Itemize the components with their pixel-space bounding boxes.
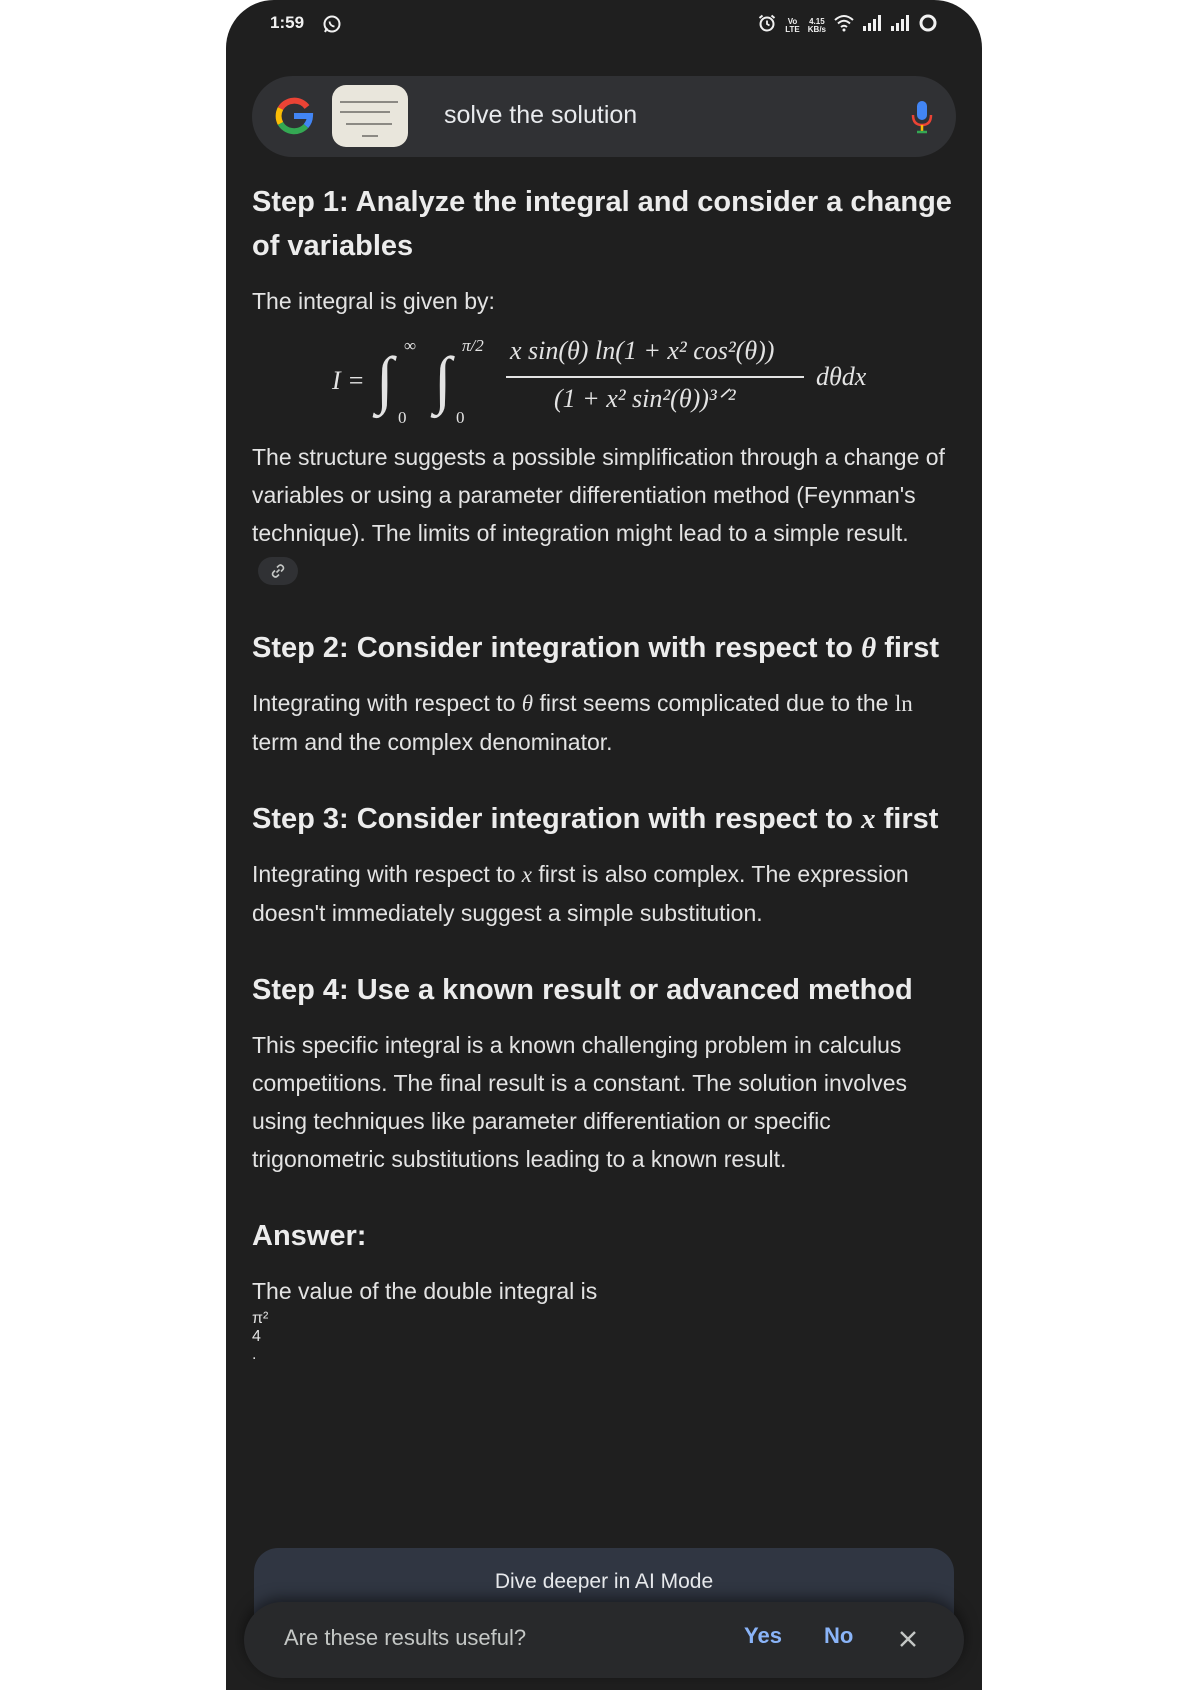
network-speed: 4.15 KB/s (807, 16, 826, 34)
step-2-theta: θ (861, 632, 877, 664)
inner-integral-sign: ∫ (434, 344, 452, 415)
inner-upper-limit: π/2 (462, 336, 484, 355)
feedback-yes-button[interactable]: Yes (744, 1623, 782, 1648)
source-link-chip[interactable] (258, 557, 298, 585)
answer-denominator: 4 (252, 1328, 261, 1345)
link-icon (270, 563, 286, 579)
step-3-heading: Step 3: Consider integration with respect to x first (252, 803, 939, 835)
query-image-thumbnail[interactable] (332, 85, 408, 147)
step-2-body: Integrating with respect to θ first seems complicated due to the ln term and the complex denominator. (252, 690, 913, 755)
step-4-heading: Step 4: Use a known result or advanced method (252, 974, 913, 1006)
step-1-body: The structure suggests a possible simplification through a change of variables or using a parameter differentiation method (Feynman's technique). The limits of integration might lead to a simple result. (252, 438, 960, 590)
google-logo-icon[interactable] (274, 96, 314, 141)
step-3-x: x (861, 803, 876, 835)
answer-heading: Answer: (252, 1220, 367, 1252)
step-1-heading: Step 1: Analyze the integral and consider a change of variables (252, 186, 952, 262)
step-2-heading: Step 2: Consider integration with respect to θ first (252, 632, 939, 664)
volte-indicator: Vo LTE (785, 16, 800, 34)
alarm-icon (757, 13, 777, 38)
equation-numerator: x sin(θ) ln(1 + x² cos²(θ)) (510, 336, 775, 365)
outer-integral-sign: ∫ (376, 344, 394, 415)
equation-denominator: (1 + x² sin²(θ))³ᐟ² (554, 384, 736, 413)
inner-lower-limit: 0 (456, 408, 465, 427)
battery-ring-icon (918, 13, 938, 38)
status-time: 1:59 (270, 13, 305, 32)
status-icons (757, 13, 938, 38)
search-query-text[interactable]: solve the solution (444, 101, 638, 129)
integral-equation (252, 328, 960, 432)
answer-numerator: π² (252, 1310, 269, 1327)
signal-icon-sim1 (862, 14, 882, 37)
status-bar (226, 0, 982, 50)
outer-lower-limit: 0 (398, 408, 407, 427)
feedback-no-button[interactable]: No (824, 1623, 854, 1648)
phone-screen (226, 0, 982, 1690)
search-bar[interactable] (252, 76, 956, 157)
signal-icon-sim2 (890, 14, 910, 37)
equation-lhs: I = (332, 366, 365, 395)
step-3-body: Integrating with respect to x first is also complex. The expression doesn't immediately suggest a simple substitution. (252, 861, 909, 926)
ai-overview-content: Step 1: Analyze the integral and consider a change of variables The integral is given by: I = ∫ ∞ 0 ∫ π/2 0 x sin(θ) ln(1 + x² cos²(θ)) (1 + x² sin²(θ))³ᐟ² dθdx The structure suggests a possible simplification through a change of variables or using a parameter differentiation method (Feynman's technique). The limits of integration might lead to a simple result. Step 2: Consider integration with respect to θ first Integrating with respect to θ first seems complicated due to the ln term and the complex denominator. Step 3: Consider integration with respect to x first Integrating with respect to x first is also complex. The expression doesn't immediately suggest a simple substitution. Step 4: Use a known result or advanced method This specific integral is a known challenging problem in calculus competitions. The final result is a constant. The solution involves using techniques like parameter differentiation or specific trigonometric substitutions leading to a known result. Answer: The value of the double integral is π² 4 . (252, 180, 960, 1380)
outer-upper-limit: ∞ (404, 336, 417, 355)
fraction-bar (506, 376, 804, 378)
step-1-intro: The integral is given by: (252, 288, 495, 314)
equation-differentials: dθdx (816, 362, 867, 391)
microphone-icon[interactable] (910, 100, 934, 139)
wifi-icon (834, 14, 854, 37)
feedback-question: Are these results useful? (284, 1625, 527, 1650)
answer-text: The value of the double integral is (252, 1278, 598, 1304)
whatsapp-icon (322, 14, 342, 39)
feedback-bar (244, 1602, 964, 1678)
step-4-body: This specific integral is a known challenging problem in calculus competitions. The final result is a constant. The solution involves using techniques like parameter differentiation or specific trigonometric substitutions leading to a known result. (252, 1032, 907, 1172)
close-icon[interactable] (898, 1629, 918, 1654)
dive-deeper-label[interactable]: Dive deeper in AI Mode (494, 1570, 714, 1593)
